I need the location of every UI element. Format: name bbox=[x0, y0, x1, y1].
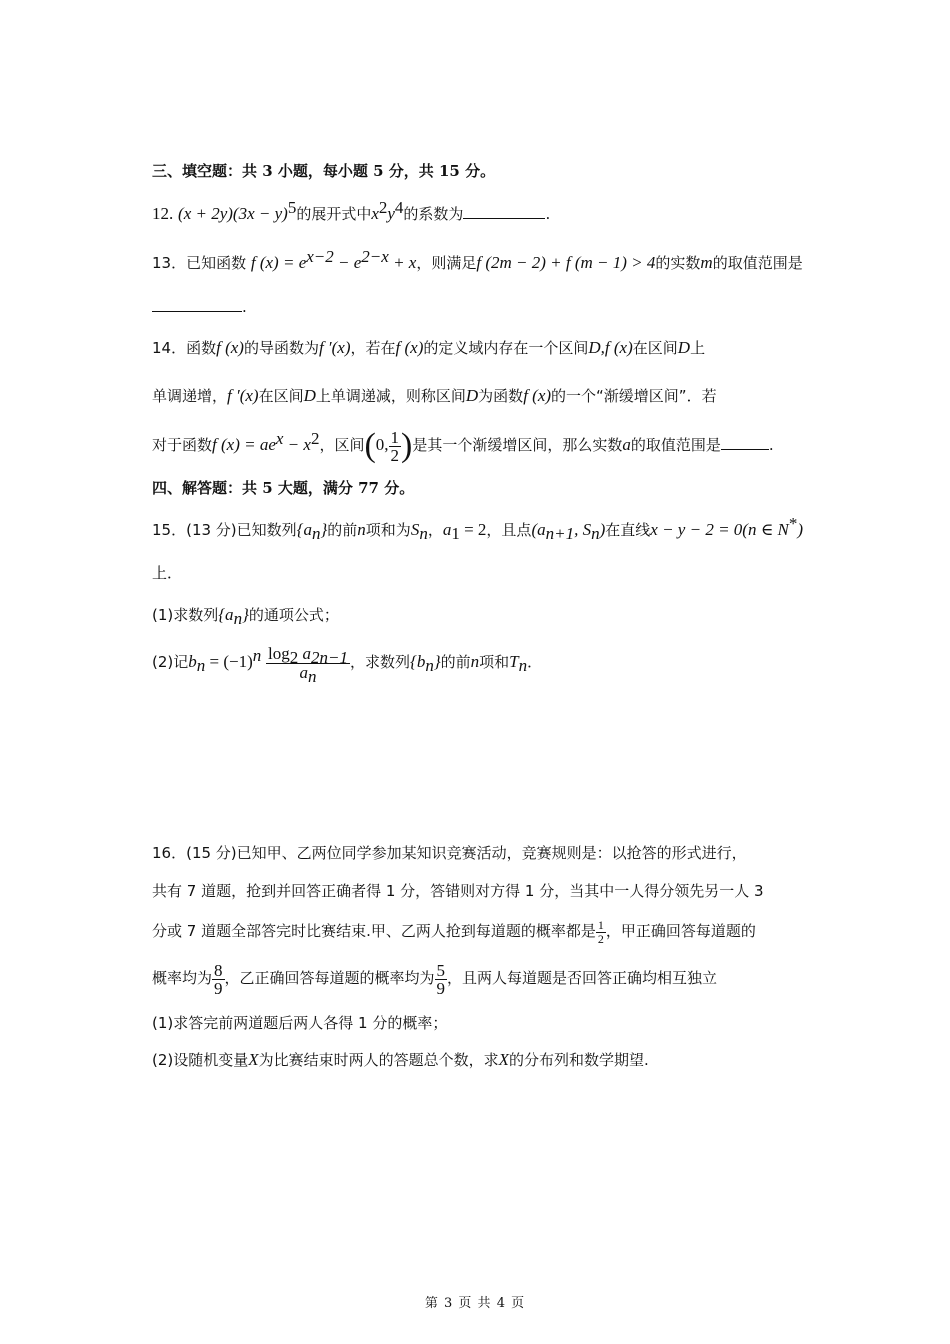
page-footer: 第 3 页 共 4 页 bbox=[424, 1296, 526, 1311]
question-text: ，且点 bbox=[486, 521, 532, 539]
math-var: n bbox=[357, 520, 366, 539]
question-text: 上． bbox=[152, 564, 183, 582]
question-13 bbox=[152, 247, 803, 274]
fraction-five-ninths bbox=[435, 962, 448, 997]
punctuation: . bbox=[242, 298, 247, 316]
math-expression: f (x) bbox=[604, 338, 633, 357]
question-text: 对于函数 bbox=[152, 436, 213, 454]
question-text: 的前 bbox=[327, 521, 358, 539]
question-15-line-2 bbox=[152, 562, 182, 584]
heading-text: 四、解答题：共 5 大题，满分 77 分。 bbox=[152, 479, 415, 497]
question-text: 的实数 bbox=[655, 254, 701, 272]
question-text: ，乙正确回答每道题的概率均为 bbox=[224, 969, 435, 987]
question-16-part-2 bbox=[152, 1049, 649, 1071]
math-var: a bbox=[299, 662, 309, 682]
question-text: 的定义域内存在一个区间 bbox=[423, 339, 589, 357]
question-text: 为比赛结束时两人的答题总个数，求 bbox=[258, 1051, 499, 1069]
question-text: ， bbox=[427, 521, 443, 539]
fraction-numerator: 8 bbox=[214, 960, 223, 980]
question-16-line-1 bbox=[152, 842, 747, 864]
question-text: 的取值范围是 bbox=[712, 254, 803, 272]
fraction-denominator bbox=[298, 662, 319, 686]
math-expression: f (x) bbox=[523, 386, 552, 405]
subscript: n bbox=[308, 666, 317, 686]
math-var: D bbox=[677, 338, 691, 357]
left-paren: ( bbox=[364, 427, 376, 464]
section-heading-answer bbox=[152, 477, 414, 499]
math-expression: − e bbox=[333, 253, 362, 272]
math-expression: 0, bbox=[375, 435, 389, 454]
answer-blank[interactable] bbox=[721, 435, 769, 450]
question-text: 项和为 bbox=[365, 521, 411, 539]
fraction-numerator bbox=[266, 643, 350, 667]
question-text: 上单调递减，则称区间 bbox=[315, 387, 466, 405]
question-14-line-1 bbox=[152, 337, 705, 359]
subscript: n+1 bbox=[545, 524, 575, 543]
math-expression: = 2 bbox=[459, 520, 487, 539]
math-expression: f ′(x) bbox=[318, 338, 351, 357]
math-var: D bbox=[465, 386, 479, 405]
log-text: log bbox=[268, 643, 290, 663]
question-text: ，且两人每道题是否回答正确均相互独立 bbox=[447, 969, 718, 987]
exponent: 2 bbox=[310, 429, 320, 448]
question-text: 是其一个渐缓增区间，那么实数 bbox=[412, 436, 623, 454]
math-var: D bbox=[588, 338, 601, 357]
question-16-line-4 bbox=[152, 956, 717, 1000]
question-text: 上 bbox=[690, 339, 706, 357]
question-14-line-3 bbox=[152, 425, 774, 465]
exponent: 5 bbox=[287, 198, 297, 217]
math-expression: {b bbox=[410, 652, 426, 671]
question-text: 项和 bbox=[479, 653, 510, 671]
question-text: 的通项公式； bbox=[248, 606, 339, 624]
math-expression: f ′(x) bbox=[227, 386, 259, 405]
math-expression: (x + 2y)(3x − y) bbox=[178, 204, 288, 223]
question-15-part-1 bbox=[152, 604, 339, 626]
fraction-one-half bbox=[596, 919, 606, 946]
math-var: y bbox=[387, 204, 395, 223]
math-expression: f (x) bbox=[395, 338, 424, 357]
question-text: 的分布列和数学期望. bbox=[509, 1051, 649, 1069]
punctuation: , bbox=[600, 338, 605, 357]
question-text: 的导函数为 bbox=[243, 339, 319, 357]
math-expression: = (−1) bbox=[205, 652, 253, 671]
math-var: m bbox=[700, 253, 713, 272]
fraction bbox=[389, 429, 402, 464]
math-expression: {a bbox=[296, 520, 312, 539]
question-13-blank-line bbox=[152, 296, 247, 318]
math-var: n bbox=[470, 652, 480, 671]
right-paren: ) bbox=[401, 427, 413, 464]
math-expression: , S bbox=[574, 520, 592, 539]
question-text: ，则满足 bbox=[416, 254, 477, 272]
math-var: X bbox=[248, 1050, 259, 1069]
question-15-line-1 bbox=[152, 514, 804, 543]
subscript: 1 bbox=[451, 524, 460, 543]
question-16-part-1 bbox=[152, 1012, 447, 1034]
question-16-line-2 bbox=[152, 880, 764, 902]
math-var: T bbox=[509, 652, 519, 671]
fraction-numerator: 5 bbox=[436, 960, 446, 980]
question-text: (1)求答完前两道题后两人各得 1 分的概率； bbox=[152, 1014, 448, 1032]
question-text: 的一个“渐缓增区间”．若 bbox=[551, 387, 717, 405]
punctuation: ． bbox=[527, 653, 543, 671]
subscript: n bbox=[419, 524, 428, 543]
question-text: 的取值范围是 bbox=[630, 436, 721, 454]
section-heading-fill-blank bbox=[152, 160, 495, 182]
question-text: 概率均为 bbox=[152, 969, 213, 987]
question-text: 在区间 bbox=[258, 387, 304, 405]
math-var: a bbox=[622, 435, 631, 454]
math-expression: f (2m − 2) + f (m − 1) > 4 bbox=[476, 253, 656, 272]
question-text: 在直线 bbox=[605, 521, 651, 539]
math-var: S bbox=[410, 520, 420, 539]
math-expression: } bbox=[320, 520, 328, 539]
subscript: n bbox=[591, 524, 600, 543]
question-text: 为函数 bbox=[478, 387, 524, 405]
question-text: (2)设随机变量 bbox=[152, 1051, 249, 1069]
fraction-numerator: 1 bbox=[390, 427, 400, 447]
question-text: 14．函数 bbox=[152, 339, 217, 357]
subscript: n bbox=[196, 656, 206, 675]
fraction-denominator: 2 bbox=[597, 931, 604, 946]
math-var: a bbox=[442, 520, 452, 539]
math-expression: − x bbox=[283, 435, 311, 454]
exponent: x bbox=[275, 429, 284, 448]
question-text: ，若在 bbox=[350, 339, 396, 357]
math-expression: + x bbox=[388, 253, 417, 272]
math-expression: } bbox=[242, 605, 249, 624]
question-text: ，求数列 bbox=[350, 653, 411, 671]
question-text: 的系数为 bbox=[403, 205, 464, 223]
question-14-line-2 bbox=[152, 385, 717, 407]
question-text: 的前 bbox=[440, 653, 471, 671]
question-number: 12. bbox=[152, 204, 174, 223]
question-12 bbox=[152, 198, 551, 225]
question-text: 15．(13 分)已知数列 bbox=[152, 521, 297, 539]
fraction-denominator: 9 bbox=[436, 978, 446, 998]
exponent: 2 bbox=[378, 198, 388, 217]
punctuation: . bbox=[545, 205, 551, 223]
math-expression: (a bbox=[531, 520, 546, 539]
question-text: 在区间 bbox=[632, 339, 678, 357]
math-var: x bbox=[371, 204, 379, 223]
question-text: 共有 7 道题，抢到并回答正确者得 1 分，答错则对方得 1 分，当其中一人得分领先另一人 3 bbox=[152, 882, 764, 900]
math-expression: ) bbox=[797, 520, 804, 539]
question-text: ，甲正确回答每道题的 bbox=[605, 922, 756, 940]
exponent: n bbox=[252, 646, 262, 665]
math-expression: } bbox=[433, 652, 441, 671]
subscript: n bbox=[518, 656, 528, 675]
subscript: n bbox=[233, 609, 243, 628]
question-text: 16．(15 分)已知甲、乙两位同学参加某知识竞赛活动，竞赛规则是：以抢答的形式进行， bbox=[152, 844, 747, 862]
math-var: X bbox=[498, 1050, 510, 1069]
fraction-denominator: 9 bbox=[214, 978, 223, 998]
question-text: 13．已知函数 bbox=[152, 254, 247, 272]
question-text: 单调递增， bbox=[152, 387, 228, 405]
punctuation: . bbox=[768, 436, 774, 454]
log-fraction bbox=[266, 643, 350, 686]
question-text: 的展开式中 bbox=[296, 205, 372, 223]
math-var: a bbox=[298, 643, 312, 663]
fraction-denominator: 2 bbox=[390, 445, 400, 465]
exponent: 4 bbox=[394, 198, 404, 217]
math-expression: {a bbox=[218, 605, 234, 624]
math-expression: f (x) = e bbox=[250, 253, 307, 272]
math-var: b bbox=[188, 652, 197, 671]
exponent: 2−x bbox=[361, 247, 389, 266]
subscript: 2n−1 bbox=[311, 647, 348, 667]
math-expression: f (x) bbox=[216, 338, 244, 357]
question-text: (1)求数列 bbox=[152, 606, 219, 624]
question-text: ，区间 bbox=[319, 436, 365, 454]
subscript: n bbox=[425, 656, 434, 675]
question-text: 分或 7 道题全部答完时比赛结束.甲、乙两人抢到每道题的概率都是 bbox=[152, 922, 596, 940]
heading-text: 三、填空题：共 3 小题，每小题 5 分，共 15 分。 bbox=[152, 162, 496, 180]
exponent: x−2 bbox=[306, 247, 334, 266]
math-expression: ) bbox=[599, 520, 606, 539]
answer-blank[interactable] bbox=[463, 204, 545, 219]
math-expression: f (x) = ae bbox=[212, 435, 276, 454]
fraction-numerator: 1 bbox=[597, 917, 604, 932]
subscript: n bbox=[311, 524, 321, 543]
question-15-part-2 bbox=[152, 640, 542, 684]
subscript: 2 bbox=[289, 647, 299, 667]
math-var: D bbox=[303, 386, 316, 405]
fraction-eight-ninths bbox=[212, 962, 225, 997]
answer-blank[interactable] bbox=[152, 297, 242, 312]
superscript: * bbox=[788, 514, 798, 533]
question-text: (2)记 bbox=[152, 653, 189, 671]
question-16-line-3 bbox=[152, 912, 756, 950]
math-expression: x − y − 2 = 0(n ∈ N bbox=[650, 520, 789, 539]
